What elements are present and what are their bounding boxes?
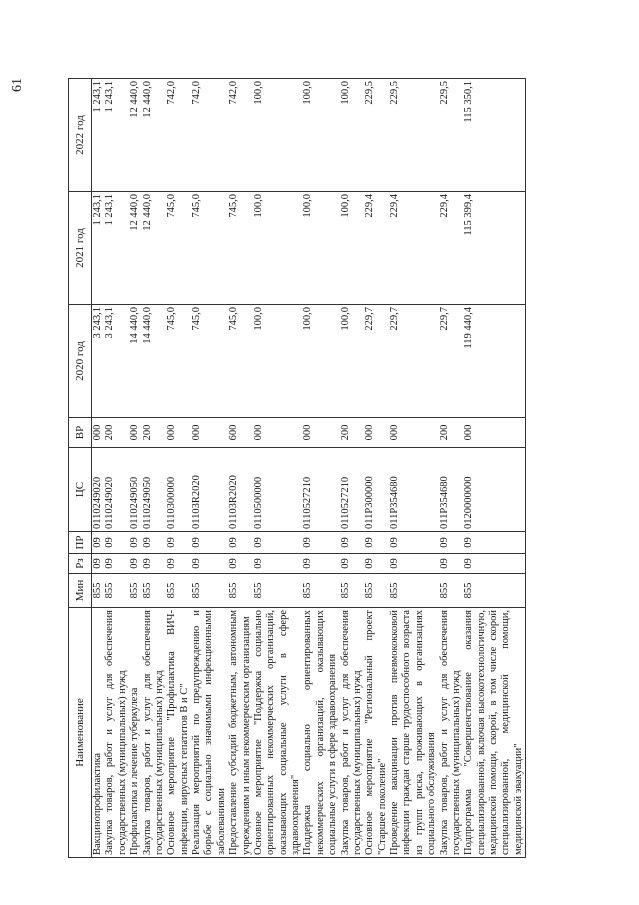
row-2022: 115 350,1 bbox=[463, 79, 525, 192]
row-vr: 200 bbox=[439, 418, 464, 448]
page-number: 61 bbox=[10, 78, 25, 92]
row-2021: 12 440,0 bbox=[142, 192, 167, 305]
row-2020: 3 243,1 bbox=[104, 305, 129, 418]
row-rz: 09 bbox=[104, 554, 129, 574]
row-vr: 000 bbox=[463, 418, 525, 448]
row-vr: 000 bbox=[166, 418, 191, 448]
row-cs: 0110527210 bbox=[302, 448, 339, 532]
row-2022: 229,5 bbox=[389, 79, 439, 192]
header-rz: Рз bbox=[69, 554, 92, 574]
row-2020: 229,7 bbox=[364, 305, 389, 418]
row-2022: 100,0 bbox=[253, 79, 303, 192]
row-vr: 200 bbox=[340, 418, 365, 448]
row-min: 855 bbox=[463, 574, 525, 608]
row-name: Основное мероприятие "Региональный проект "Старшее поколение" bbox=[364, 608, 389, 858]
row-2022: 12 440,0 bbox=[142, 79, 167, 192]
row-cs: 0110249050 bbox=[129, 448, 141, 532]
header-2021: 2021 год bbox=[69, 192, 92, 305]
row-2021: 100,0 bbox=[340, 192, 365, 305]
header-min: Мин bbox=[69, 574, 92, 608]
row-name: Профилактика и лечение туберкулеза bbox=[129, 608, 141, 858]
row-name: Основное мероприятие "Поддержка социально ориентированных некоммерческих организаций, оказывающих социальные услуги в сфере здравоохранения" bbox=[253, 608, 303, 858]
row-name: Закупка товаров, работ и услуг для обеспечения государственных (муниципальных) нужд bbox=[104, 608, 129, 858]
table-row bbox=[129, 79, 141, 858]
row-rz: 09 bbox=[228, 554, 253, 574]
row-rz: 09 bbox=[166, 554, 191, 574]
row-2021: 229,4 bbox=[439, 192, 464, 305]
row-pr: 09 bbox=[389, 532, 439, 554]
row-min: 855 bbox=[92, 574, 105, 608]
row-pr: 09 bbox=[142, 532, 167, 554]
table-row bbox=[104, 79, 129, 858]
row-min: 855 bbox=[166, 574, 191, 608]
row-rz: 09 bbox=[439, 554, 464, 574]
row-cs: 011P300000 bbox=[364, 448, 389, 532]
row-min: 855 bbox=[389, 574, 439, 608]
row-cs: 01103R2020 bbox=[228, 448, 253, 532]
row-pr: 09 bbox=[439, 532, 464, 554]
row-2020: 229,7 bbox=[439, 305, 464, 418]
row-cs: 0110500000 bbox=[253, 448, 303, 532]
table-header-row bbox=[69, 79, 92, 858]
table-row bbox=[253, 79, 303, 858]
row-pr: 09 bbox=[104, 532, 129, 554]
row-cs: 011P354680 bbox=[439, 448, 464, 532]
row-2020: 745,0 bbox=[191, 305, 228, 418]
row-2021: 115 399,4 bbox=[463, 192, 525, 305]
row-vr: 200 bbox=[142, 418, 167, 448]
row-pr: 09 bbox=[253, 532, 303, 554]
row-2020: 745,0 bbox=[166, 305, 191, 418]
row-vr: 200 bbox=[104, 418, 129, 448]
row-min: 855 bbox=[142, 574, 167, 608]
row-vr: 000 bbox=[302, 418, 339, 448]
row-name: Вакцинопрофилактика bbox=[92, 608, 105, 858]
row-2021: 745,0 bbox=[191, 192, 228, 305]
row-2022: 742,0 bbox=[228, 79, 253, 192]
header-cs: ЦС bbox=[69, 448, 92, 532]
row-name: Основное мероприятие "Профилактика ВИЧ-инфекции, вирусных гепатитов В и С" bbox=[166, 608, 191, 858]
row-2022: 742,0 bbox=[191, 79, 228, 192]
row-rz: 09 bbox=[92, 554, 105, 574]
row-2020: 100,0 bbox=[340, 305, 365, 418]
row-pr: 09 bbox=[463, 532, 525, 554]
row-vr: 000 bbox=[129, 418, 141, 448]
budget-table-container bbox=[68, 78, 568, 858]
table-row bbox=[340, 79, 365, 858]
row-min: 855 bbox=[104, 574, 129, 608]
row-pr: 09 bbox=[340, 532, 365, 554]
row-name: Реализация мероприятий по предупреждению и борьбе с социально значимыми инфекционными заболеваниями bbox=[191, 608, 228, 858]
row-2021: 229,4 bbox=[364, 192, 389, 305]
row-min: 855 bbox=[191, 574, 228, 608]
row-rz: 09 bbox=[191, 554, 228, 574]
table-row bbox=[92, 79, 105, 858]
table-row bbox=[463, 79, 525, 858]
row-vr: 000 bbox=[191, 418, 228, 448]
row-2021: 100,0 bbox=[253, 192, 303, 305]
row-2021: 229,4 bbox=[389, 192, 439, 305]
row-pr: 09 bbox=[364, 532, 389, 554]
table-row bbox=[439, 79, 464, 858]
table-row bbox=[166, 79, 191, 858]
row-cs: 0110527210 bbox=[340, 448, 365, 532]
row-2022: 100,0 bbox=[302, 79, 339, 192]
table-row bbox=[389, 79, 439, 858]
row-name: Поддержка социально ориентированных некоммерческих организаций, оказывающих социальные услуги в сфере здравоохранения bbox=[302, 608, 339, 858]
row-pr: 09 bbox=[166, 532, 191, 554]
row-name: Закупка товаров, работ и услуг для обеспечения государственных (муниципальных) нужд bbox=[439, 608, 464, 858]
table-row bbox=[142, 79, 167, 858]
row-cs: 0120000000 bbox=[463, 448, 525, 532]
header-name: Наименование bbox=[69, 608, 92, 858]
row-pr: 09 bbox=[92, 532, 105, 554]
row-2020: 745,0 bbox=[228, 305, 253, 418]
table-row bbox=[364, 79, 389, 858]
row-2021: 745,0 bbox=[228, 192, 253, 305]
row-cs: 0110249050 bbox=[142, 448, 167, 532]
budget-table bbox=[68, 78, 526, 858]
row-2020: 100,0 bbox=[253, 305, 303, 418]
row-2022: 1 243,1 bbox=[104, 79, 129, 192]
row-cs: 0110249020 bbox=[104, 448, 129, 532]
row-name: Подпрограмма "Совершенствование оказания специализированной, включая высокотехнологичную, медицинской помощи, скорой, в том числе скорой специализированной, медицинской помощи, медицинской эвакуации" bbox=[463, 608, 525, 858]
row-2021: 745,0 bbox=[166, 192, 191, 305]
header-2020: 2020 год bbox=[69, 305, 92, 418]
row-cs: 011P354680 bbox=[389, 448, 439, 532]
row-2022: 229,5 bbox=[439, 79, 464, 192]
row-name: Предоставление субсидий бюджетным, автономным учреждениям и иным некоммерческим организациям bbox=[228, 608, 253, 858]
row-min: 855 bbox=[129, 574, 141, 608]
row-rz: 09 bbox=[364, 554, 389, 574]
table-row bbox=[191, 79, 228, 858]
row-2020: 119 440,4 bbox=[463, 305, 525, 418]
row-rz: 09 bbox=[142, 554, 167, 574]
header-2022: 2022 год bbox=[69, 79, 92, 192]
row-name: Закупка товаров, работ и услуг для обеспечения государственных (муниципальных) нужд bbox=[340, 608, 365, 858]
row-2020: 229,7 bbox=[389, 305, 439, 418]
row-2022: 229,5 bbox=[364, 79, 389, 192]
row-pr: 09 bbox=[191, 532, 228, 554]
row-2021: 12 440,0 bbox=[129, 192, 141, 305]
row-2022: 12 440,0 bbox=[129, 79, 141, 192]
row-rz: 09 bbox=[253, 554, 303, 574]
row-pr: 09 bbox=[228, 532, 253, 554]
row-2020: 14 440,0 bbox=[129, 305, 141, 418]
row-min: 855 bbox=[364, 574, 389, 608]
table-row bbox=[228, 79, 253, 858]
row-vr: 000 bbox=[389, 418, 439, 448]
row-cs: 01103R2020 bbox=[191, 448, 228, 532]
row-2021: 1 243,1 bbox=[92, 192, 105, 305]
row-min: 855 bbox=[439, 574, 464, 608]
row-min: 855 bbox=[340, 574, 365, 608]
row-rz: 09 bbox=[463, 554, 525, 574]
row-cs: 0110300000 bbox=[166, 448, 191, 532]
row-2022: 742,0 bbox=[166, 79, 191, 192]
row-vr: 000 bbox=[92, 418, 105, 448]
row-rz: 09 bbox=[129, 554, 141, 574]
row-min: 855 bbox=[253, 574, 303, 608]
row-2020: 14 440,0 bbox=[142, 305, 167, 418]
row-rz: 09 bbox=[340, 554, 365, 574]
row-name: Закупка товаров, работ и услуг для обеспечения государственных (муниципальных) нужд bbox=[142, 608, 167, 858]
row-vr: 600 bbox=[228, 418, 253, 448]
table-row bbox=[302, 79, 339, 858]
row-vr: 000 bbox=[364, 418, 389, 448]
row-rz: 09 bbox=[389, 554, 439, 574]
header-vr: ВР bbox=[69, 418, 92, 448]
row-2020: 100,0 bbox=[302, 305, 339, 418]
row-2021: 1 243,1 bbox=[104, 192, 129, 305]
row-pr: 09 bbox=[302, 532, 339, 554]
row-2022: 1 243,1 bbox=[92, 79, 105, 192]
row-pr: 09 bbox=[129, 532, 141, 554]
row-vr: 000 bbox=[253, 418, 303, 448]
row-min: 855 bbox=[302, 574, 339, 608]
row-rz: 09 bbox=[302, 554, 339, 574]
row-2022: 100,0 bbox=[340, 79, 365, 192]
row-cs: 0110249020 bbox=[92, 448, 105, 532]
row-2021: 100,0 bbox=[302, 192, 339, 305]
row-min: 855 bbox=[228, 574, 253, 608]
header-pr: ПР bbox=[69, 532, 92, 554]
row-name: Проведение вакцинации против пневмококковой инфекции граждан старше трудоспособного возраста из групп риска, проживающих в организациях социального обслуживания bbox=[389, 608, 439, 858]
row-2020: 3 243,1 bbox=[92, 305, 105, 418]
